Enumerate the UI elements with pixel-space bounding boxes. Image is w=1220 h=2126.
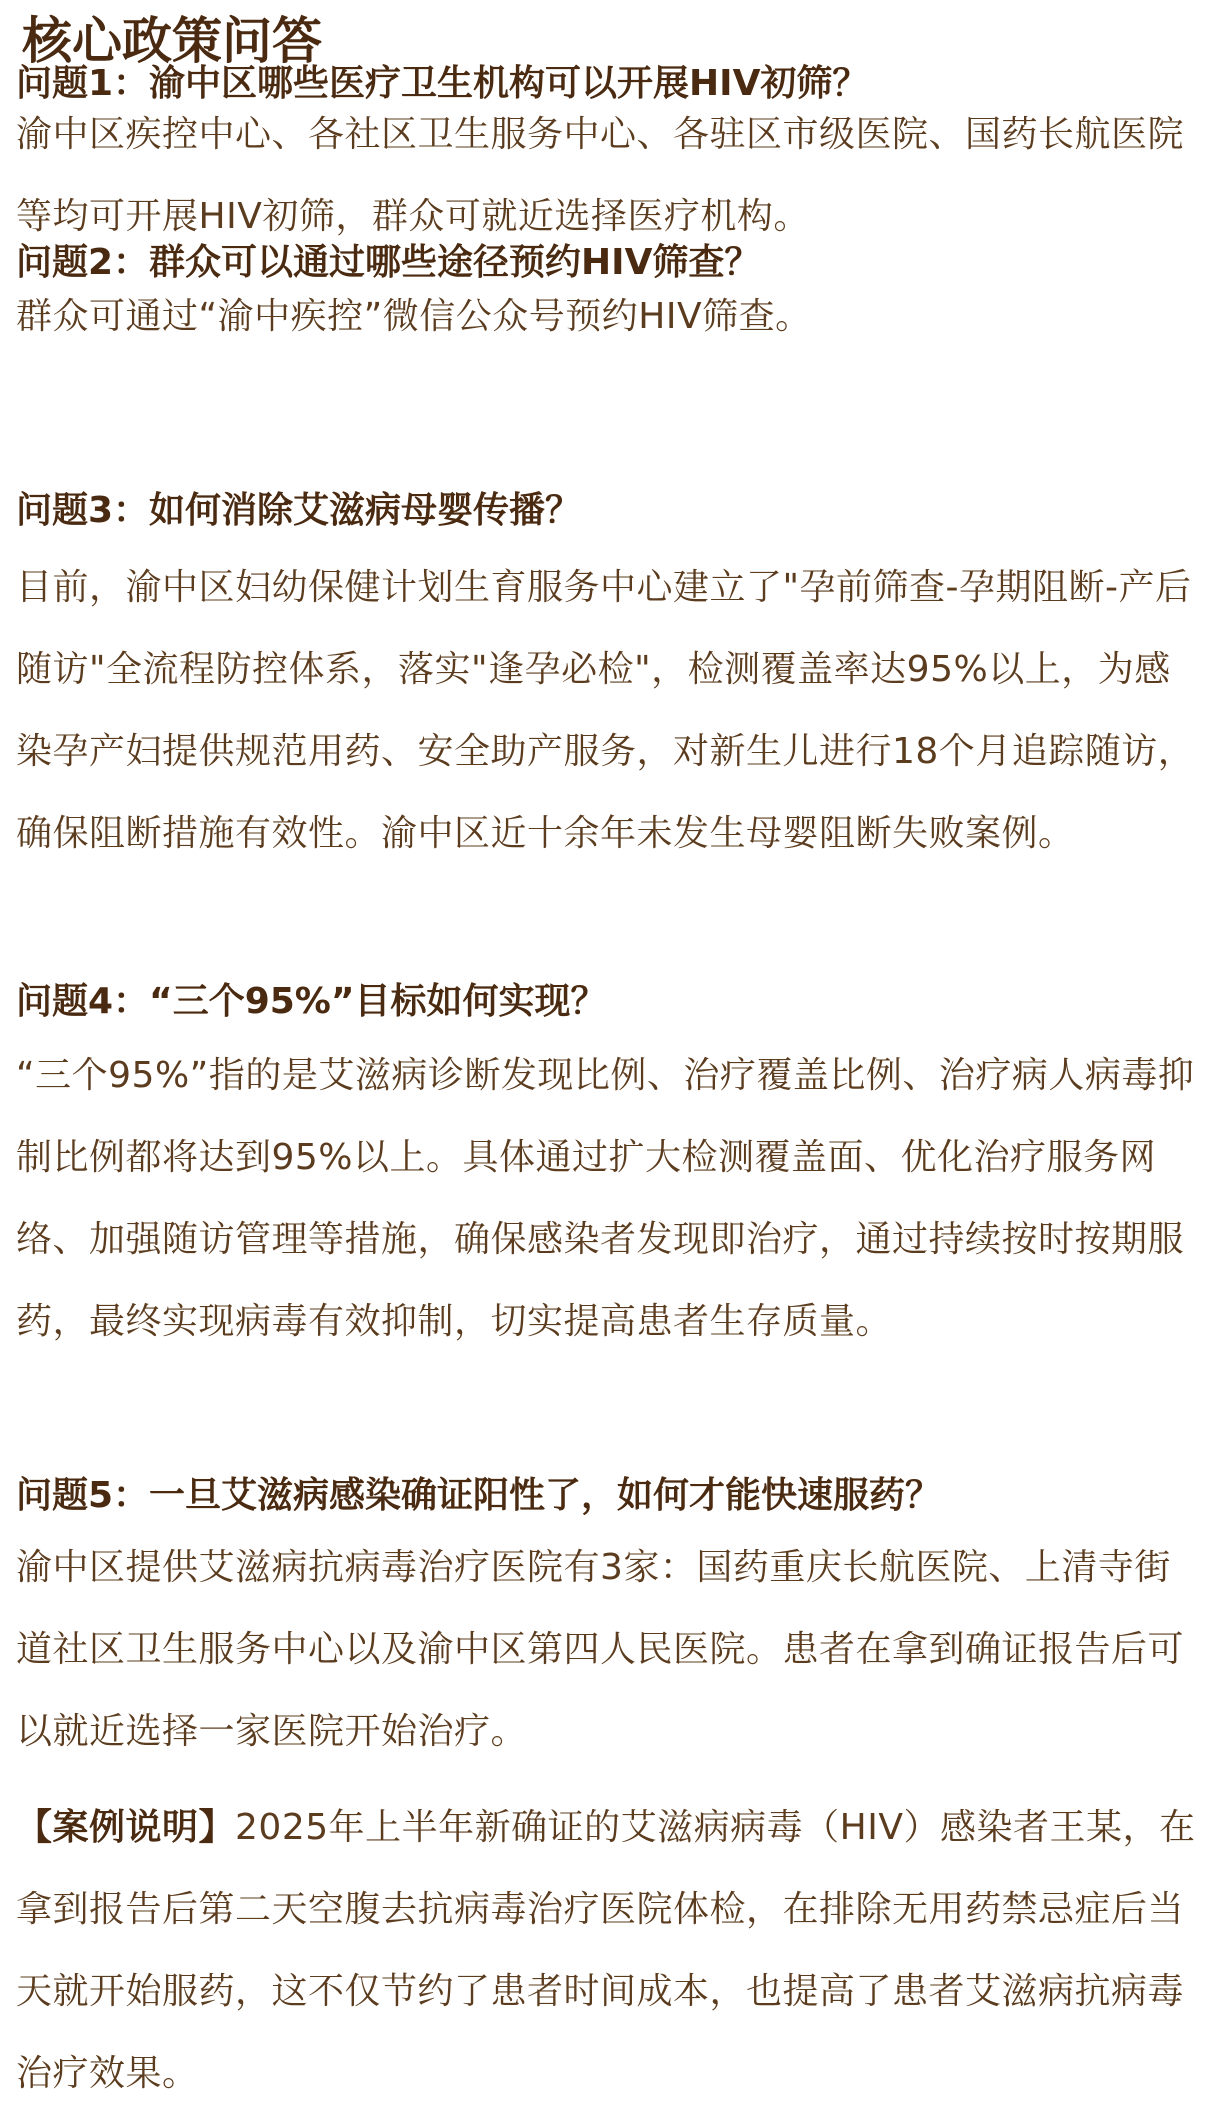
answer-3: 目前，渝中区妇幼保健计划生育服务中心建立了"孕前筛查-孕期阻断-产后随访"全流程防控体系，落实"逢孕必检"，检测覆盖率达95%以上，为感染孕产妇提供规范用药、安全助产服务，对新生儿进行18个月追踪随访，确保阻断措施有效性。渝中区近十余年未发生母婴阻断失败案例。 — [16, 567, 1195, 854]
answer-5: 渝中区提供艾滋病抗病毒治疗医院有3家：国药重庆长航医院、上清寺街道社区卫生服务中心以及渝中区第四人民医院。患者在拿到确证报告后可以就近选择一家医院开始治疗。 — [16, 1547, 1185, 1752]
case-label: 【案例说明】 — [16, 1807, 236, 1848]
answer-4: “三个95%”指的是艾滋病诊断发现比例、治疗覆盖比例、治疗病人病毒抑制比例都将达到95%以上。具体通过扩大检测覆盖面、优化治疗服务网络、加强随访管理等措施，确保感染者发现即治疗，通过持续按时按期服药，最终实现病毒有效抑制，切实提高患者生存质量。 — [16, 1055, 1195, 1342]
answer-2: 群众可通过“渝中疾控”微信公众号预约HIV筛查。 — [16, 296, 812, 337]
answer-1: 渝中区疾控中心、各社区卫生服务中心、各驻区市级医院、国药长航医院等均可开展HIV初筛，群众可就近选择医疗机构。 — [16, 114, 1185, 237]
page-title: 核心政策问答 — [22, 12, 322, 70]
question-3: 问题3：如何消除艾滋病母婴传播？ — [16, 490, 582, 531]
question-5: 问题5：一旦艾滋病感染确证阳性了，如何才能快速服药？ — [16, 1475, 942, 1516]
case-note — [16, 1787, 1196, 2115]
question-1: 问题1：渝中区哪些医疗卫生机构可以开展HIV初筛？ — [16, 63, 869, 104]
question-2: 问题2：群众可以通过哪些途径预约HIV筛查？ — [16, 242, 761, 283]
case-text: 2025年上半年新确证的艾滋病病毒（HIV）感染者王某，在拿到报告后第二天空腹去抗病毒治疗医院体检，在排除无用药禁忌症后当天就开始服药，这不仅节约了患者时间成本，也提高了患者艾滋病抗病毒治疗效果。 — [16, 1807, 1196, 2094]
question-4: 问题4：“三个95%”目标如何实现？ — [16, 981, 607, 1022]
